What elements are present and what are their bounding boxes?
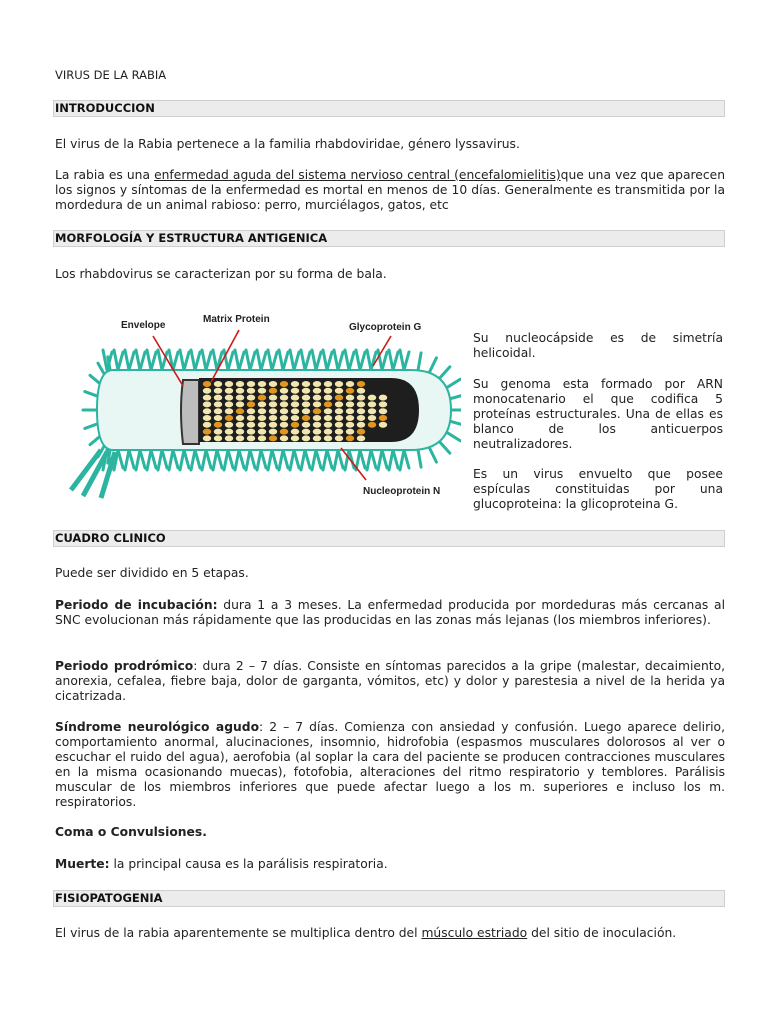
nucleoprotein-bead: [313, 435, 321, 441]
glycoprotein-spike: [239, 450, 244, 468]
stage-muerte-text: la principal causa es la parálisis respiratoria.: [109, 857, 388, 871]
stage-prodromico-title: Periodo prodrómico: [55, 659, 194, 673]
nucleoprotein-bead: [302, 435, 310, 441]
nucleoprotein-bead: [291, 435, 299, 441]
nucleoprotein-bead: [247, 408, 255, 414]
nucleoprotein-bead: [302, 401, 310, 407]
nucleoprotein-bead: [302, 395, 310, 401]
nucleoprotein-bead: [225, 435, 233, 441]
glycoprotein-spike: [118, 450, 123, 468]
glycoprotein-spike: [195, 450, 200, 468]
nucleoprotein-bead: [236, 401, 244, 407]
nucleoprotein-bead: [225, 395, 233, 401]
nucleoprotein-bead: [269, 422, 277, 428]
glycoprotein-spike: [360, 352, 365, 370]
nucleoprotein-bead: [236, 422, 244, 428]
glycoprotein-spike: [228, 352, 233, 370]
musculo-estriado-link[interactable]: músculo estriado: [421, 926, 528, 940]
stage-coma: [55, 825, 725, 840]
nucleoprotein-bead: [203, 401, 211, 407]
nucleoprotein-bead: [280, 408, 288, 414]
glycoprotein-spike: [393, 450, 398, 468]
nucleoprotein-bead: [335, 429, 343, 435]
glycoprotein-spike: [173, 450, 178, 468]
nucleoprotein-bead: [203, 422, 211, 428]
nucleoprotein-bead: [346, 388, 354, 394]
nucleoprotein-bead: [280, 401, 288, 407]
glycoprotein-spike: [382, 352, 387, 370]
nucleoprotein-bead: [236, 415, 244, 421]
glycoprotein-spike: [173, 352, 178, 370]
glycoprotein-spike: [449, 421, 461, 426]
glycoprotein-spike: [404, 450, 409, 468]
morfologia-paragraph: Los rhabdovirus se caracterizan por su forma de bala.: [55, 267, 387, 281]
nucleoprotein-bead: [203, 408, 211, 414]
nucleoprotein-bead: [379, 401, 387, 407]
glycoprotein-spike: [228, 450, 233, 468]
fisio-paragraph: [55, 926, 725, 941]
glycoprotein-spike: [294, 352, 299, 370]
nucleoprotein-bead: [379, 422, 387, 428]
stage-incubacion: [55, 598, 725, 628]
nucleoprotein-bead: [302, 415, 310, 421]
nucleoprotein-bead: [324, 401, 332, 407]
stage-prodromico-text: : dura 2 – 7 días. Consiste en síntomas parecidos a la gripe (malestar, decaimiento, anorexia, cefalea, fiebre baja, dolor de garganta, vómitos, etc) y dolor y parestesia a nivel de la herida ya cicatrizada.: [55, 659, 726, 703]
nucleoprotein-bead: [335, 401, 343, 407]
nucleoprotein-beads: [203, 381, 387, 441]
nucleoprotein-bead: [368, 408, 376, 414]
nucleoprotein-bead: [236, 408, 244, 414]
nucleoprotein-bead: [291, 388, 299, 394]
nucleoprotein-bead: [214, 401, 222, 407]
nucleoprotein-bead: [247, 395, 255, 401]
glycoprotein-spike: [316, 352, 321, 370]
nucleoprotein-bead: [269, 408, 277, 414]
nucleoprotein-bead: [379, 415, 387, 421]
nucleoprotein-bead: [258, 429, 266, 435]
nucleoprotein-bead: [280, 422, 288, 428]
nucleoprotein-bead: [313, 429, 321, 435]
nucleoprotein-bead: [225, 429, 233, 435]
stage-muerte-title: Muerte:: [55, 857, 110, 871]
nucleoprotein-bead: [335, 388, 343, 394]
glycoprotein-spike: [360, 450, 365, 468]
nucleoprotein-bead: [324, 388, 332, 394]
glycoprotein-spike: [393, 352, 398, 370]
nucleoprotein-bead: [368, 395, 376, 401]
nucleoprotein-bead: [291, 415, 299, 421]
nucleoprotein-bead: [324, 435, 332, 441]
nucleoprotein-bead: [346, 422, 354, 428]
nucleoprotein-bead: [280, 381, 288, 387]
nucleoprotein-bead: [357, 401, 365, 407]
nucleoprotein-bead: [247, 381, 255, 387]
glycoprotein-spike: [404, 352, 409, 370]
nucleoprotein-bead: [302, 381, 310, 387]
nucleoprotein-bead: [313, 415, 321, 421]
glycoprotein-spike: [418, 353, 421, 371]
nucleoprotein-bead: [335, 422, 343, 428]
section-header-morfologia: MORFOLOGÍA Y ESTRUCTURA ANTIGENICA: [53, 230, 725, 247]
nucleoprotein-bead: [225, 408, 233, 414]
nucleoprotein-bead: [280, 435, 288, 441]
nucleoprotein-bead: [357, 435, 365, 441]
nucleoprotein-bead: [291, 381, 299, 387]
glycoprotein-spike: [239, 352, 244, 370]
stage-coma-title: Coma o Convulsiones.: [55, 825, 207, 839]
nucleoprotein-bead: [324, 408, 332, 414]
glycoprotein-spike: [316, 450, 321, 468]
nucleoprotein-bead: [225, 401, 233, 407]
glycoprotein-spike: [85, 424, 98, 429]
glycoprotein-spike: [217, 450, 222, 468]
nucleoprotein-bead: [214, 415, 222, 421]
nucleoprotein-bead: [313, 401, 321, 407]
nucleoprotein-bead: [258, 395, 266, 401]
nucleoprotein-bead: [324, 381, 332, 387]
nucleoprotein-bead: [225, 388, 233, 394]
glycoprotein-spike: [294, 450, 299, 468]
glycoprotein-spike: [118, 352, 123, 370]
label-nucleoprotein-n: Nucleoprotein N: [363, 486, 441, 497]
stage-sindrome-title: Síndrome neurológico agudo: [55, 720, 260, 734]
nucleoprotein-bead: [247, 429, 255, 435]
glycoprotein-spike: [283, 352, 288, 370]
nucleoprotein-bead: [258, 408, 266, 414]
nucleoprotein-bead: [368, 401, 376, 407]
nucleoprotein-bead: [214, 422, 222, 428]
nucleoprotein-bead: [236, 429, 244, 435]
nucleoprotein-bead: [225, 381, 233, 387]
nucleoprotein-bead: [214, 388, 222, 394]
glycoprotein-spike: [250, 352, 255, 370]
glycoprotein-spike: [338, 352, 343, 370]
nucleoprotein-bead: [269, 401, 277, 407]
nucleoprotein-bead: [258, 422, 266, 428]
encefalomielitis-link[interactable]: enfermedad aguda del sistema nervioso central (encefalomielitis): [154, 168, 561, 182]
nucleoprotein-bead: [357, 408, 365, 414]
glycoprotein-spike: [129, 450, 134, 468]
nucleoprotein-bead: [335, 435, 343, 441]
glycoprotein-spike: [305, 450, 310, 468]
nucleoprotein-bead: [225, 415, 233, 421]
nucleoprotein-bead: [269, 388, 277, 394]
glycoprotein-spike: [272, 450, 277, 468]
nucleoprotein-bead: [291, 401, 299, 407]
nucleoprotein-bead: [269, 415, 277, 421]
stage-sindrome-neurologico: [55, 720, 725, 810]
nucleoprotein-bead: [247, 415, 255, 421]
nucleoprotein-bead: [247, 422, 255, 428]
section-header-fisiopatogenia: FISIOPATOGENIA: [53, 890, 725, 907]
nucleoprotein-bead: [357, 388, 365, 394]
page-title: VIRUS DE LA RABIA: [55, 68, 167, 82]
label-envelope: Envelope: [121, 320, 166, 331]
glycoprotein-spike: [305, 352, 310, 370]
nucleoprotein-bead: [357, 381, 365, 387]
nucleoprotein-bead: [280, 429, 288, 435]
nucleoprotein-bead: [324, 395, 332, 401]
nucleoprotein-bead: [346, 381, 354, 387]
nucleoprotein-bead: [247, 435, 255, 441]
nucleoprotein-bead: [302, 422, 310, 428]
stage-muerte: [55, 857, 725, 872]
nucleoprotein-bead: [203, 429, 211, 435]
nucleoprotein-bead: [280, 388, 288, 394]
nucleoprotein-bead: [280, 415, 288, 421]
glycoprotein-spike: [349, 352, 354, 370]
nucleoprotein-bead: [203, 388, 211, 394]
nucleoprotein-bead: [313, 388, 321, 394]
nucleoprotein-bead: [247, 388, 255, 394]
nucleoprotein-bead: [291, 422, 299, 428]
glycoprotein-spike: [140, 450, 145, 468]
nucleoprotein-bead: [214, 395, 222, 401]
stage-incubacion-title: Periodo de incubación:: [55, 598, 218, 612]
nucleoprotein-bead: [236, 395, 244, 401]
glycoprotein-spike: [283, 450, 288, 468]
nucleoprotein-bead: [203, 435, 211, 441]
intro-p2-start: La rabia es una: [55, 168, 155, 182]
nucleoprotein-bead: [346, 435, 354, 441]
glycoprotein-spike: [261, 450, 266, 468]
intro-paragraph-1: El virus de la Rabia pertenece a la familia rhabdoviridae, género lyssavirus.: [55, 137, 520, 151]
glycoprotein-spike: [327, 352, 332, 370]
nucleoprotein-bead: [368, 422, 376, 428]
glycoprotein-spike: [129, 352, 134, 370]
nucleoprotein-bead: [302, 388, 310, 394]
nucleoprotein-bead: [324, 415, 332, 421]
nucleoprotein-bead: [335, 381, 343, 387]
matrix-protein-layer: [181, 380, 199, 444]
label-glycoprotein-g: Glycoprotein G: [349, 322, 422, 333]
glycoprotein-spike: [338, 450, 343, 468]
glycoprotein-spike: [151, 450, 156, 468]
nucleoprotein-bead: [203, 415, 211, 421]
nucleoprotein-bead: [258, 401, 266, 407]
glycoprotein-spike: [429, 358, 437, 374]
glycoprotein-spike: [184, 450, 189, 468]
glycoprotein-spike: [418, 449, 421, 467]
nucleoprotein-bead: [225, 422, 233, 428]
glycoprotein-spike: [85, 392, 98, 397]
stage-incubacion-text: dura 1 a 3 meses. La enfermedad producida por mordeduras más cercanas al SNC evolucionan más rápidamente que las producidas en las zonas más lejanas (los miembros inferiores).: [55, 598, 725, 627]
nucleoprotein-bead: [335, 395, 343, 401]
nucleoprotein-bead: [258, 388, 266, 394]
nucleoprotein-bead: [302, 429, 310, 435]
nucleoprotein-bead: [291, 429, 299, 435]
morfologia-side-text-1: Su nucleocápside es de simetría helicoidal.: [473, 331, 723, 360]
nucleoprotein-bead: [357, 429, 365, 435]
nucleoprotein-bead: [313, 408, 321, 414]
nucleoprotein-bead: [236, 381, 244, 387]
glycoprotein-spike: [206, 352, 211, 370]
nucleoprotein-bead: [324, 429, 332, 435]
section-header-introduccion: INTRODUCCION: [53, 100, 725, 117]
nucleoprotein-bead: [269, 435, 277, 441]
stage-sindrome-text: : 2 – 7 días. Comienza con ansiedad y confusión. Luego aparece delirio, comportamiento anormal, alucinaciones, insomnio, hidrofobia (espasmos musculares dolorosos al ver o escuchar el ruido del agua), aerofobia (al soplar la cara del paciente se producen contracciones musculares en la misma ocasionando muecas), fotofobia, alteraciones del ritmo respiratorio y temblores. Parálisis muscular de los miembros inferiores que puede afectar luego a los m. superiores e incluso los m. respiratorios.: [55, 720, 725, 809]
nucleoprotein-bead: [291, 408, 299, 414]
nucleoprotein-bead: [346, 401, 354, 407]
stage-prodromico: [55, 659, 725, 704]
glycoprotein-spike: [272, 352, 277, 370]
intro-paragraph-2: [55, 168, 725, 213]
nucleoprotein-bead: [236, 435, 244, 441]
nucleoprotein-bead: [346, 415, 354, 421]
glycoprotein-spike: [206, 450, 211, 468]
nucleoprotein-bead: [346, 408, 354, 414]
nucleoprotein-bead: [335, 415, 343, 421]
nucleoprotein-bead: [368, 415, 376, 421]
nucleoprotein-bead: [258, 435, 266, 441]
glycoprotein-spike: [261, 352, 266, 370]
nucleoprotein-bead: [302, 408, 310, 414]
nucleoprotein-bead: [247, 401, 255, 407]
nucleoprotein-bead: [280, 395, 288, 401]
nucleoprotein-bead: [346, 429, 354, 435]
cuadro-intro: Puede ser dividido en 5 etapas.: [55, 566, 249, 580]
glycoprotein-spike: [140, 352, 145, 370]
morfologia-side-text-2: Su genoma esta formado por ARN monocatenario el que codifica 5 proteínas estructurales. Una de ellas es blanco de los anticuerpos neutralizadores.: [473, 377, 723, 451]
nucleoprotein-bead: [357, 422, 365, 428]
nucleoprotein-bead: [357, 395, 365, 401]
morfologia-side-text-3: Es un virus envuelto que posee espículas constituidas por una glucoproteina: la glicoproteina G.: [473, 467, 723, 511]
nucleoprotein-bead: [313, 381, 321, 387]
nucleoprotein-bead: [324, 422, 332, 428]
rabies-virus-diagram: [61, 300, 461, 512]
nucleoprotein-bead: [203, 381, 211, 387]
glycoprotein-spike: [371, 450, 376, 468]
glycoprotein-spike: [250, 450, 255, 468]
glycoprotein-spike: [151, 352, 156, 370]
nucleoprotein-bead: [214, 408, 222, 414]
nucleoprotein-bead: [258, 415, 266, 421]
nucleoprotein-bead: [313, 422, 321, 428]
nucleoprotein-bead: [379, 408, 387, 414]
glycoprotein-spike: [327, 450, 332, 468]
label-matrix-protein: Matrix Protein: [203, 314, 270, 325]
nucleoprotein-bead: [203, 395, 211, 401]
glycoprotein-spike: [429, 446, 437, 462]
nucleoprotein-bead: [269, 395, 277, 401]
nucleoprotein-bead: [214, 435, 222, 441]
nucleoprotein-bead: [346, 395, 354, 401]
fisio-p1-end: del sitio de inoculación.: [527, 926, 677, 940]
nucleoprotein-bead: [258, 381, 266, 387]
glycoprotein-spike: [449, 394, 461, 399]
nucleoprotein-bead: [357, 415, 365, 421]
nucleoprotein-bead: [335, 408, 343, 414]
glycoprotein-spike: [184, 352, 189, 370]
nucleoprotein-bead: [269, 381, 277, 387]
glycoprotein-spike: [195, 352, 200, 370]
nucleoprotein-bead: [379, 395, 387, 401]
fisio-p1-start: El virus de la rabia aparentemente se multiplica dentro del: [55, 926, 422, 940]
nucleoprotein-bead: [291, 395, 299, 401]
glycoprotein-spike: [162, 450, 167, 468]
nucleoprotein-bead: [214, 429, 222, 435]
nucleoprotein-bead: [214, 381, 222, 387]
nucleoprotein-bead: [236, 388, 244, 394]
nucleoprotein-bead: [269, 429, 277, 435]
intro-p2-end: que una vez que aparecen los signos y síntomas de la enfermedad es mortal en menos de 10 días. Generalmente es transmitida por la mordedura de un animal rabioso: perro, murciélagos, gatos, etc: [55, 168, 725, 212]
section-header-cuadro-clinico: CUADRO CLINICO: [53, 530, 725, 547]
glycoprotein-spike: [382, 450, 387, 468]
nucleoprotein-bead: [313, 395, 321, 401]
